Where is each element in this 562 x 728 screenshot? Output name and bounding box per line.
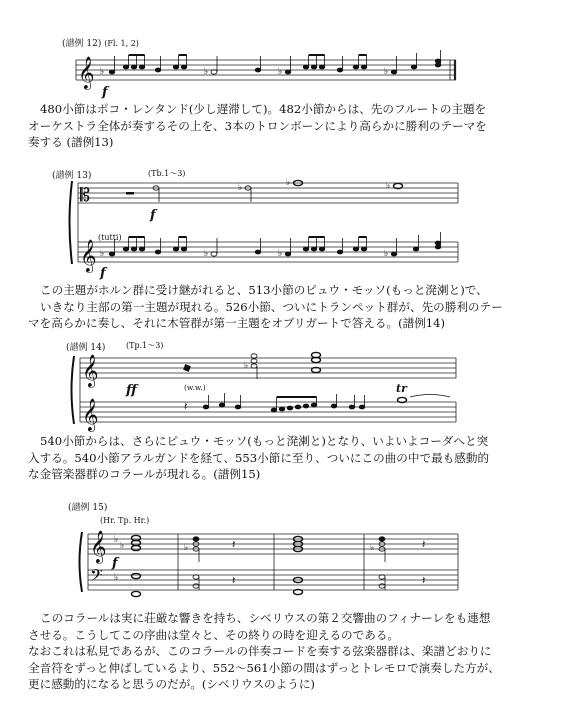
dynamic-marking: f	[102, 85, 108, 100]
instrument-label: (Tb.1〜3)	[148, 169, 186, 178]
svg-text:♭: ♭	[238, 183, 243, 193]
example-label-text: (譜例 12)	[62, 39, 102, 49]
svg-text:♭: ♭	[114, 535, 119, 545]
svg-text:♭: ♭	[204, 67, 209, 77]
dynamic-marking: f	[100, 266, 106, 281]
paragraph-3	[28, 433, 534, 483]
paragraph-2	[28, 282, 534, 332]
treble-clef-icon: 𝄞	[80, 239, 97, 272]
svg-text:♭: ♭	[120, 541, 125, 551]
score-example-13	[0, 175, 562, 281]
note-group	[183, 352, 450, 413]
text-line: な金管楽器群のコラールが現れる。(譜例15)	[28, 467, 261, 482]
dynamic-marking: f	[150, 208, 156, 223]
svg-text:♭: ♭	[286, 178, 291, 188]
svg-text:𝄽: 𝄽	[422, 538, 426, 551]
svg-text:𝄽: 𝄽	[232, 538, 236, 551]
svg-text:♭: ♭	[114, 573, 119, 583]
text-line: このコラールは実に荘厳な響きを持ち、シベリウスの第２交響曲のフィナーレをも連想	[40, 611, 491, 625]
score-example-15	[0, 528, 562, 603]
text-line: なおこれは私見であるが、このコラールの伴奏コードを奏する弦楽器群は、楽譜どおりに	[28, 644, 492, 659]
example-15-label	[68, 500, 107, 513]
paragraph-4	[28, 610, 534, 693]
svg-text:♭: ♭	[278, 67, 283, 77]
svg-text:𝄽: 𝄽	[184, 400, 188, 413]
instrument-label: (Fl. 1, 2)	[104, 39, 139, 48]
bracket-icon	[70, 181, 73, 264]
text-line: オーケストラ全体が奏するその上を、3本のトロンボーンにより高らかに勝利のテーマを	[28, 118, 487, 133]
example-label-text: (譜例 13)	[52, 171, 92, 181]
svg-text:♭: ♭	[100, 67, 105, 77]
svg-text:♭: ♭	[278, 249, 283, 259]
text-line: 480小節はポコ・レンタンド(少し遅滞して)。482小節からは、先のフルートの主題を	[40, 102, 487, 116]
svg-text:♭: ♭	[204, 249, 209, 259]
text-line: マを高らかに奏し、それに木管群が第一主題をオブリガートで答える。(譜例14)	[28, 316, 446, 331]
text-line: 奏する (譜例13)	[28, 135, 114, 150]
svg-text:♭: ♭	[386, 181, 391, 191]
text-line: させる。こうしてこの序曲は堂々と、その終りの時を迎えるのである。	[28, 627, 400, 642]
trill-marking: tr	[396, 382, 407, 395]
text-line: いきなり主部の第一主題が現れる。526小節、ついにトランペット群が、先の勝利のテー	[40, 299, 503, 314]
treble-clef-icon: 𝄞	[82, 398, 99, 431]
example-label-text: (譜例 14)	[66, 343, 106, 353]
treble-clef-icon: 𝄞	[90, 530, 107, 563]
bass-clef-icon: 𝄢	[90, 565, 103, 589]
example-12-label	[62, 36, 139, 49]
text-line: 入する。540小節アラルガンドを経て、553小節に至り、ついにこの曲の中で最も感動的	[28, 450, 490, 465]
text-line: 540小節からは、さらにピュウ・モッソ(もっと溌溂と)となり、いよいよコーダへと突	[40, 434, 489, 448]
instrument-label: (Hr. Tp. Hr.)	[100, 516, 150, 525]
svg-text:♭: ♭	[384, 249, 389, 259]
instrument-label: (Tp.1〜3)	[126, 341, 164, 350]
svg-text:♭: ♭	[384, 67, 389, 77]
example-label-text: (譜例 15)	[68, 503, 108, 513]
svg-text:♭: ♭	[244, 361, 249, 371]
text-line: 更に感動的になると思うのだが。(シベリウスのように)	[28, 677, 315, 692]
staff-lines	[88, 534, 458, 590]
tenor-clef-icon: 𝄡	[80, 185, 91, 206]
bracket-icon	[72, 356, 75, 424]
note-group	[100, 50, 441, 77]
text-line: この主題がホルン群に受け継がれると、513小節のピュウ・モッソ(もっと溌溂と)で、	[40, 283, 488, 297]
svg-text:♭: ♭	[100, 249, 105, 259]
paragraph-1	[28, 101, 534, 151]
treble-clef-icon: 𝄞	[82, 354, 99, 387]
staff-lines	[76, 60, 456, 80]
instrument-label: (w.w.)	[184, 383, 206, 392]
treble-clef-icon: 𝄞	[78, 56, 95, 89]
svg-text:♭: ♭	[370, 543, 375, 553]
text-line: 全音符をずっと伸ばしているより、552〜561小節の間はずっとトレモロで演奏した方が、	[28, 660, 500, 675]
dynamic-marking: ff	[126, 383, 137, 398]
instrument-label: (tutti)	[98, 233, 122, 242]
svg-text:𝄽: 𝄽	[232, 574, 236, 587]
score-example-14	[0, 352, 562, 434]
dynamic-marking: f	[112, 556, 118, 571]
svg-text:♭: ♭	[184, 543, 189, 553]
svg-text:𝄽: 𝄽	[422, 574, 426, 587]
bracket-icon	[80, 532, 83, 592]
